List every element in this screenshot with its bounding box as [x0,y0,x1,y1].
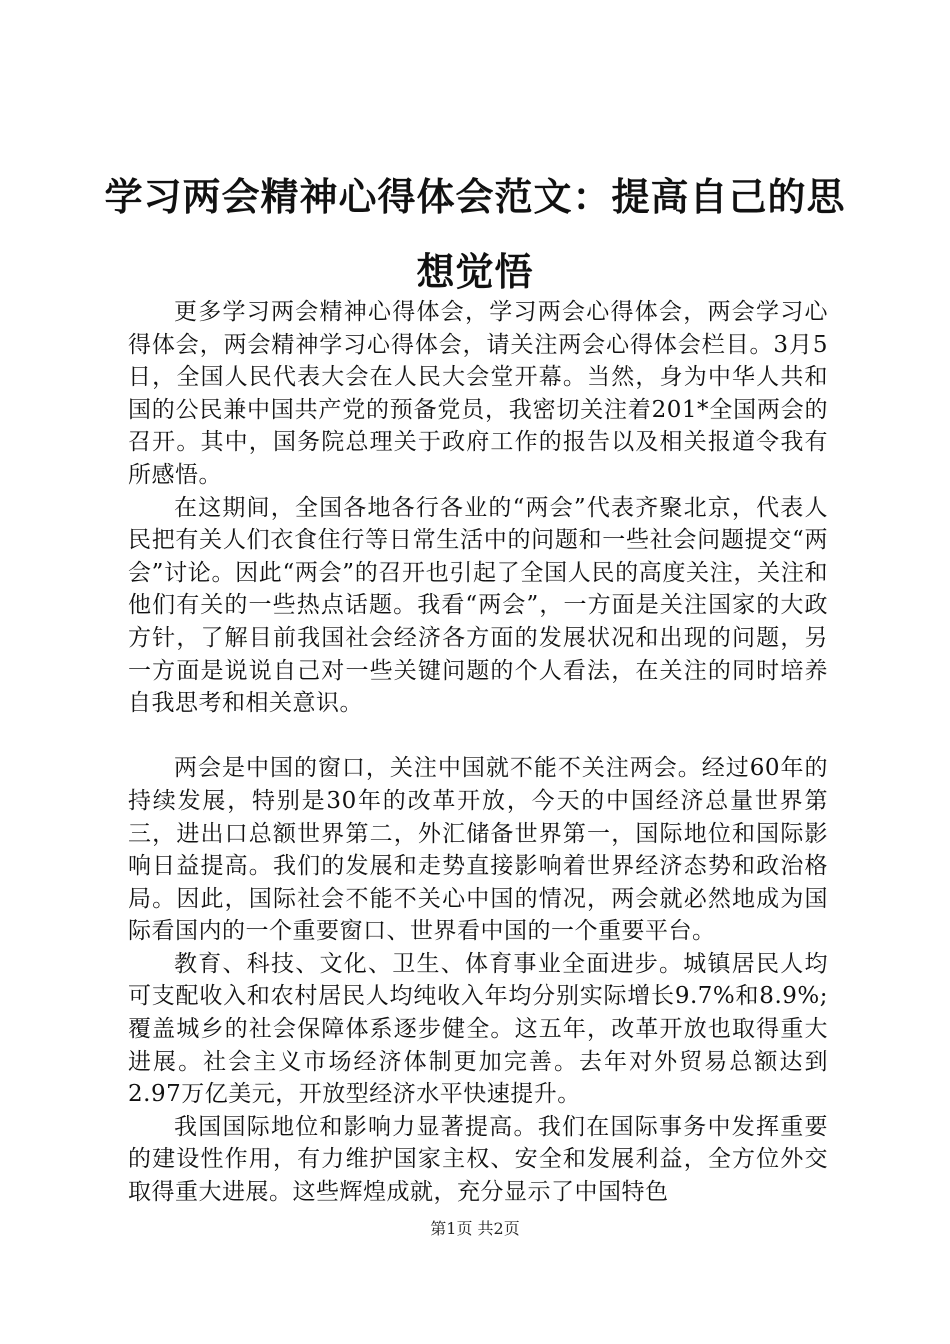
paragraph-3: 两会是中国的窗口，关注中国就不能不关注两会。经过60年的持续发展，特别是30年的改革开放，今天的中国经济总量世界第三，进出口总额世界第二，外汇储备世界第一，国际地位和国际影响日益提高。我们的发展和走势直接影响着世界经济态势和政治格局。因此，国际社会不能不关心中国的情况，两会就必然地成为国际看国内的一个重要窗口、世界看中国的一个重要平台。 [128,755,828,945]
page-title: 学习两会精神心得体会范文：提高自己的思想觉悟 [104,175,846,294]
paragraph-5: 我国国际地位和影响力显著提高。我们在国际事务中发挥重要的建设性作用，有力维护国家主权、安全和发展利益，全方位外交取得重大进展。这些辉煌成就，充分显示了中国特色 [128,1113,828,1206]
paragraph-1: 更多学习两会精神心得体会，学习两会心得体会，两会学习心得体会，两会精神学习心得体会，请关注两会心得体会栏目。3月5日，全国人民代表大会在人民大会堂开幕。当然，身为中华人共和国的公民兼中国共产党的预备党员，我密切关注着201*全国两会的召开。其中，国务院总理关于政府工作的报告以及相关报道令我有所感悟。 [128,299,828,488]
paragraph-4: 教育、科技、文化、卫生、体育事业全面进步。城镇居民人均可支配收入和农村居民人均纯收入年均分别实际增长9.7%和8.9%;覆盖城乡的社会保障体系逐步健全。这五年，改革开放也取得重大进展。社会主义市场经济体制更加完善。去年对外贸易总额达到2.97万亿美元，开放型经济水平快速提升。 [128,950,828,1108]
page-number-footer: 第1页 共2页 [430,1219,520,1238]
paragraph-2: 在这期间，全国各地各行各业的“两会”代表齐聚北京，代表人民把有关人们衣食住行等日常生活中的问题和一些社会问题提交“两会”讨论。因此“两会”的召开也引起了全国人民的高度关注，关注和他们有关的一些热点话题。我看“两会”，一方面是关注国家的大政方针，了解目前我国社会经济各方面的发展状况和出现的问题，另一方面是说说自己对一些关键问题的个人看法，在关注的同时培养自我思考和相关意识。 [128,494,828,717]
paragraph-spacer [128,720,828,753]
document-body [128,296,828,1209]
